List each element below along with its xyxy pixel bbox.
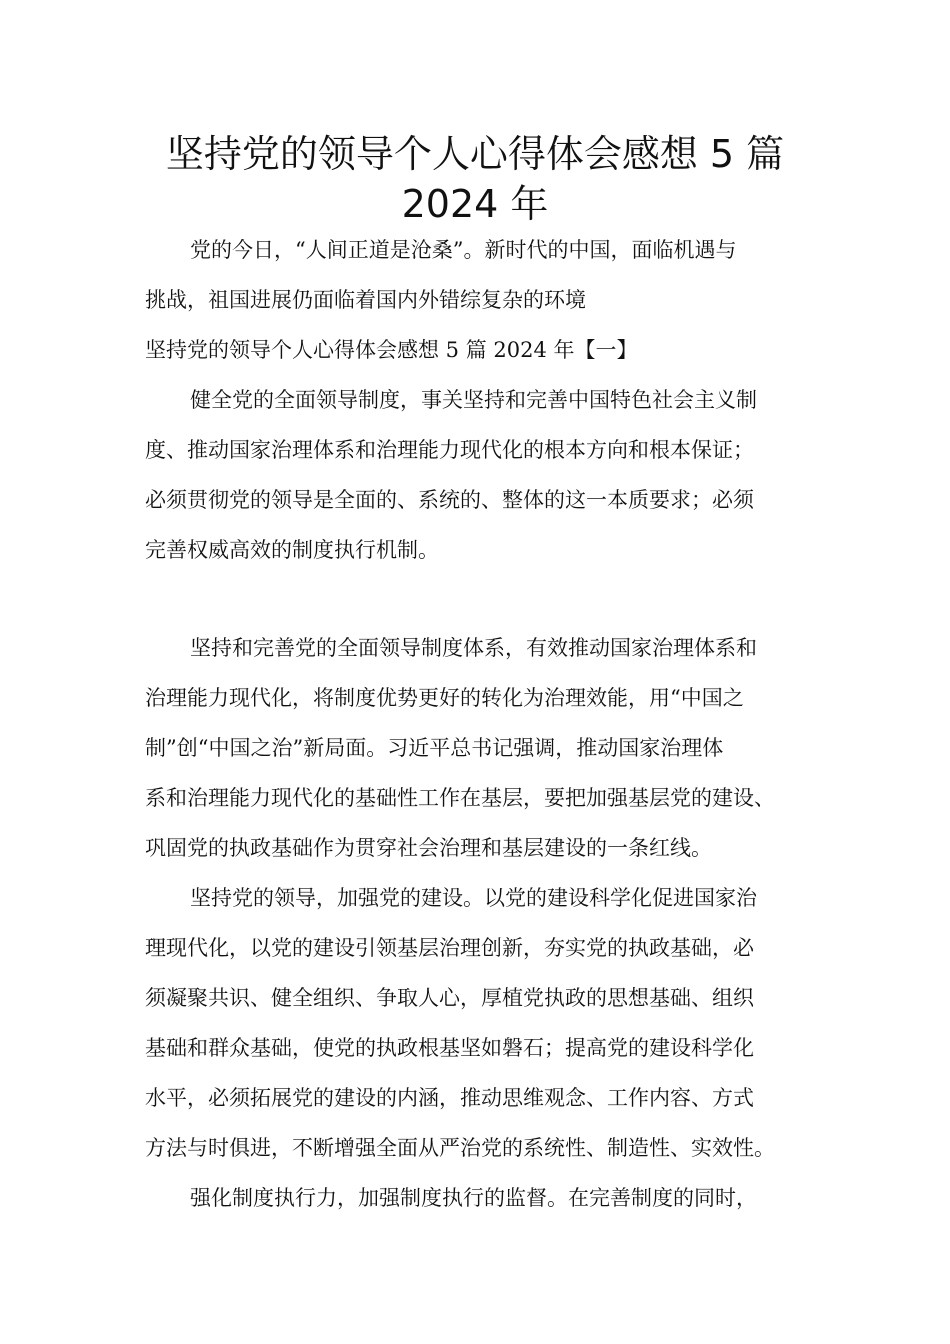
paragraph-3-line-4: 基础和群众基础，使党的执政根基坚如磐石；提高党的建设科学化 xyxy=(145,1036,754,1060)
paragraph-3-line-5: 水平，必须拓展党的建设的内涵，推动思维观念、工作内容、方式 xyxy=(145,1086,754,1110)
paragraph-3-line-1: 坚持党的领导，加强党的建设。以党的建设科学化促进国家治 xyxy=(190,886,757,910)
paragraph-1-line-4: 完善权威高效的制度执行机制。 xyxy=(145,538,439,562)
paragraph-3-line-6: 方法与时俱进，不断增强全面从严治党的系统性、制造性、实效性。 xyxy=(145,1136,775,1160)
paragraph-2-line-5: 巩固党的执政基础作为贯穿社会治理和基层建设的一条红线。 xyxy=(145,836,712,860)
paragraph-1-line-1: 健全党的全面领导制度，事关坚持和完善中国特色社会主义制 xyxy=(190,388,757,412)
intro-line-2: 挑战，祖国进展仍面临着国内外错综复杂的环境 xyxy=(145,288,586,312)
paragraph-3-line-2: 理现代化，以党的建设引领基层治理创新，夯实党的执政基础，必 xyxy=(145,936,754,960)
document-title-line-1: 坚持党的领导个人心得体会感想 5 篇 xyxy=(165,132,785,176)
paragraph-2-line-1: 坚持和完善党的全面领导制度体系，有效推动国家治理体系和 xyxy=(190,636,757,660)
paragraph-2-line-3: 制”创“中国之治”新局面。习近平总书记强调，推动国家治理体 xyxy=(145,736,724,760)
paragraph-3-line-3: 须凝聚共识、健全组织、争取人心，厚植党执政的思想基础、组织 xyxy=(145,986,754,1010)
document-title-line-2: 2024 年 xyxy=(401,182,549,226)
intro-line-1: 党的今日，“人间正道是沧桑”。新时代的中国，面临机遇与 xyxy=(190,238,737,262)
paragraph-2-line-4: 系和治理能力现代化的基础性工作在基层，要把加强基层党的建设、 xyxy=(145,786,775,810)
paragraph-1-line-3: 必须贯彻党的领导是全面的、系统的、整体的这一本质要求；必须 xyxy=(145,488,754,512)
paragraph-1-line-2: 度、推动国家治理体系和治理能力现代化的根本方向和根本保证； xyxy=(145,438,754,462)
paragraph-4-line-1: 强化制度执行力，加强制度执行的监督。在完善制度的同时， xyxy=(190,1186,757,1210)
paragraph-2-line-2: 治理能力现代化，将制度优势更好的转化为治理效能，用“中国之 xyxy=(145,686,744,710)
section-heading-1: 坚持党的领导个人心得体会感想 5 篇 2024 年【一】 xyxy=(145,338,638,362)
